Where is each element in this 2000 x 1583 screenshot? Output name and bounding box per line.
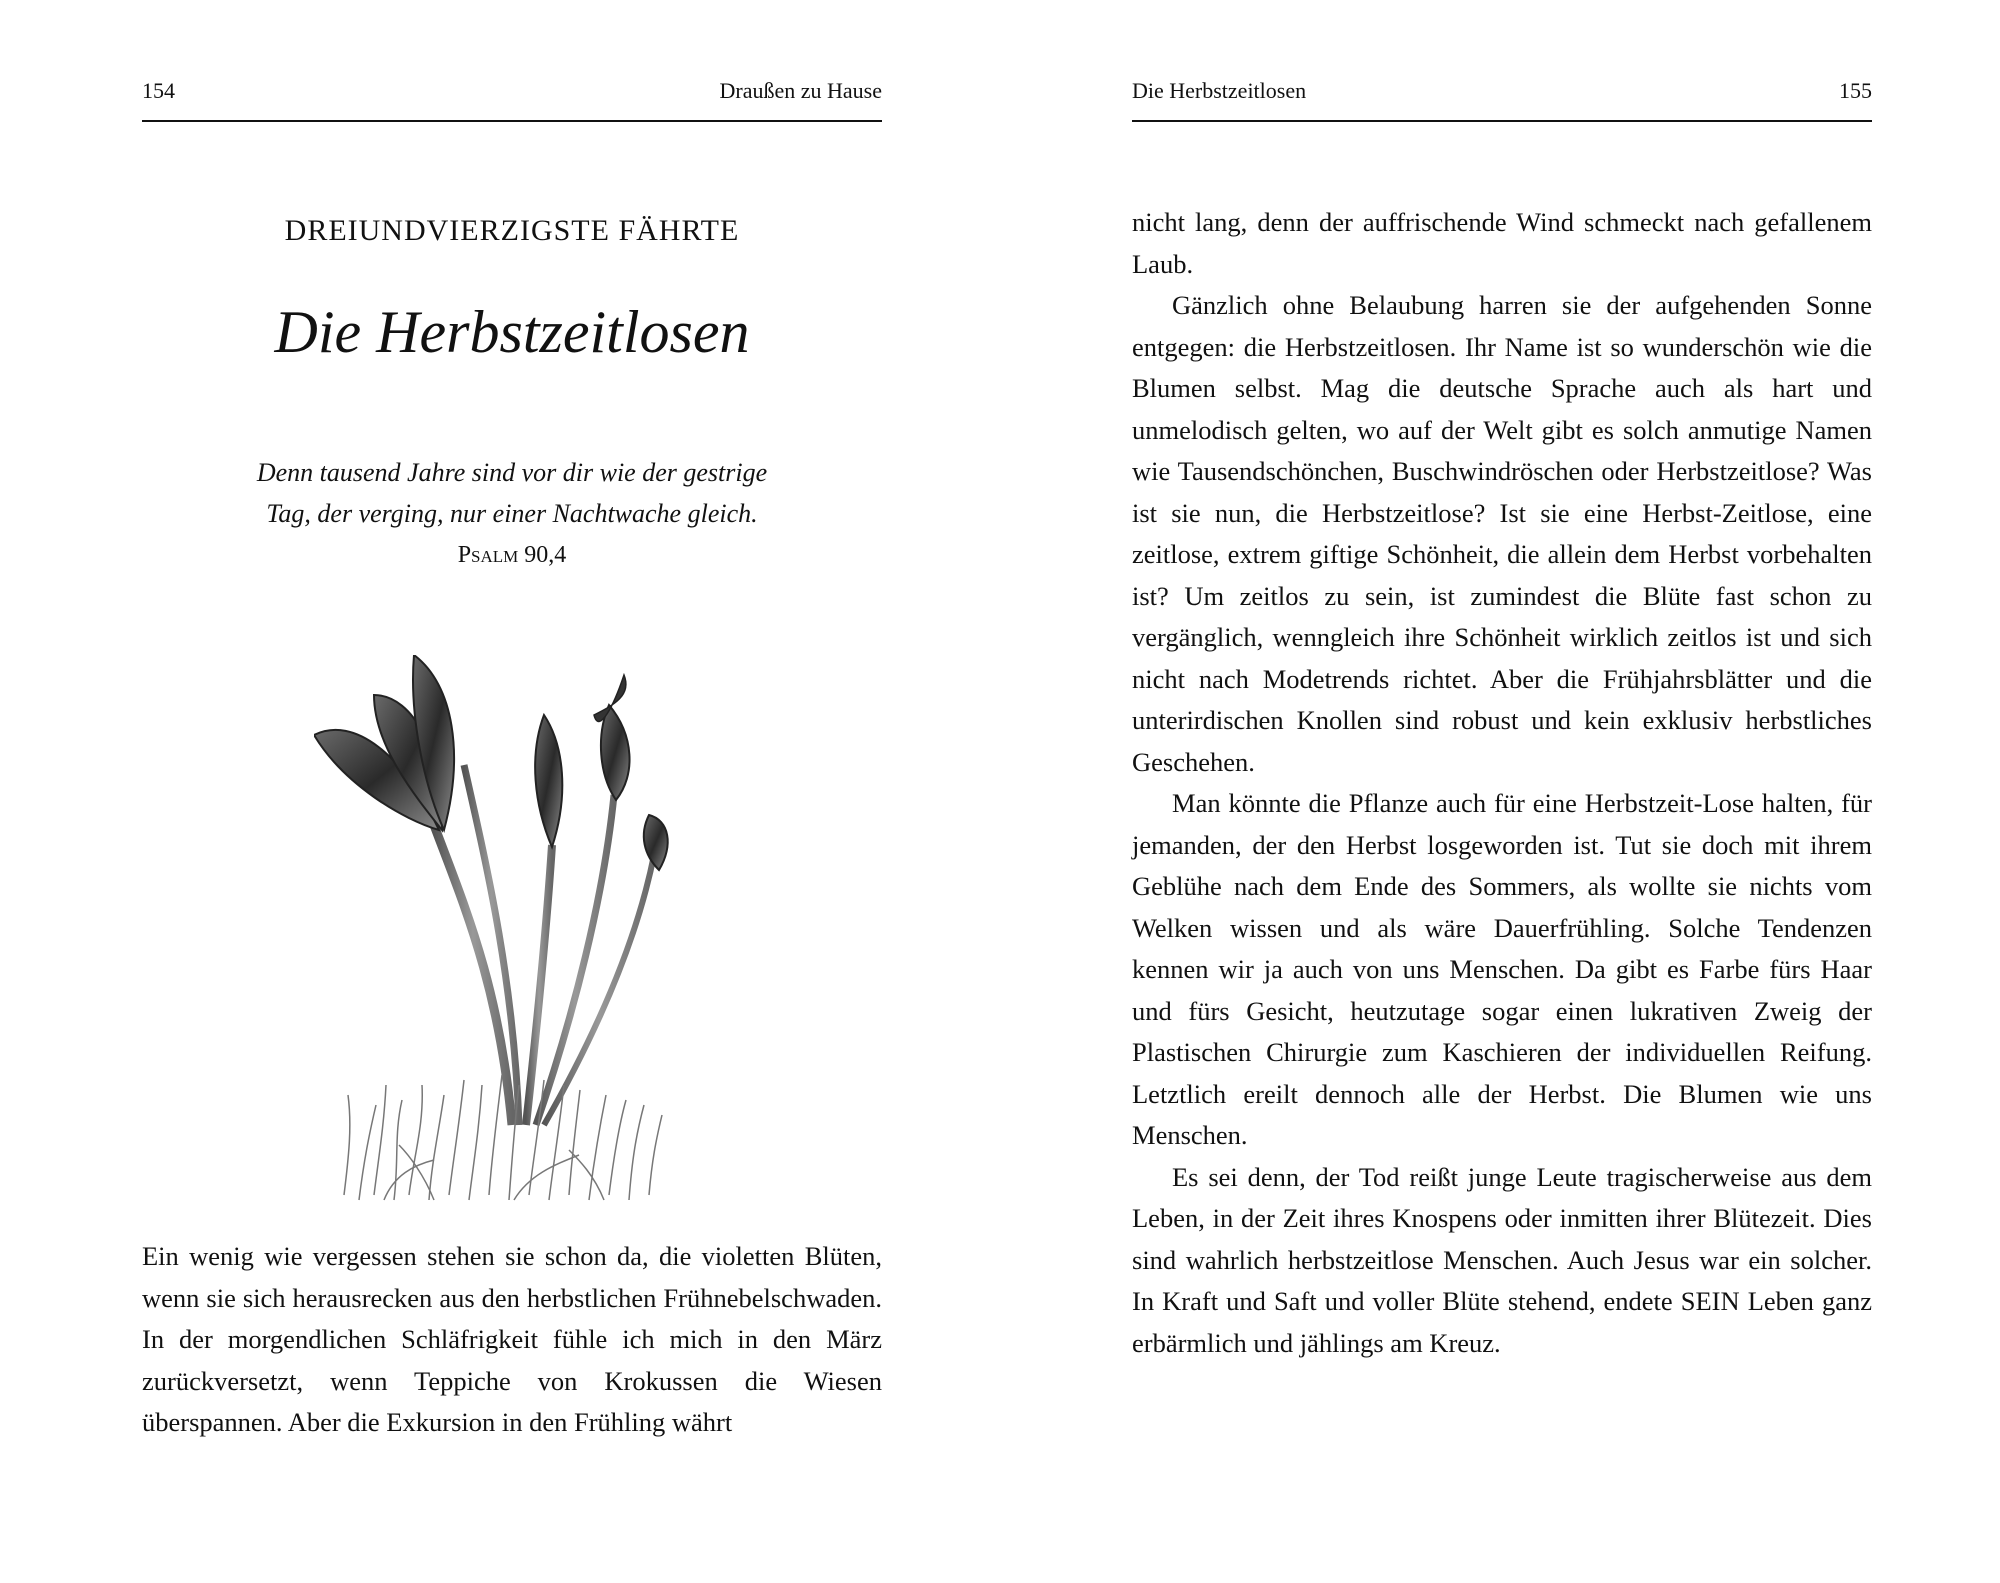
right-paragraph-3: Man könnte die Pflanze auch für eine Herbstzeit-Lose halten, für jemanden, der den Herbst losgeworden ist. Tut sie doch mit ihrem Geblühe nach dem Ende des Sommers, als wollte sie nichts vom Welken wissen und als wäre Dauerfrühling. Solche Tendenzen kennen wir ja auch von uns Menschen. Da gibt es Farbe fürs Haar und fürs Gesicht, heutzutage sogar einen lukrativen Zweig der Plastischen Chirurgie zum Kaschieren der individuellen Reifung. Letztlich ereilt dennoch alle der Herbst. Die Blumen wie uns Menschen.: [1132, 788, 1872, 1150]
left-running-head: [142, 76, 882, 122]
right-paragraph-1: nicht lang, denn der auffrischende Wind schmeckt nach gefallenem Laub.: [1132, 207, 1872, 279]
right-paragraph-4: Es sei denn, der Tod reißt junge Leute tragischerweise aus dem Leben, in der Zeit ihres Knospens oder inmitten ihrer Blütezeit. Dies sind wahrlich herbstzeitlose Menschen. Auch Jesus war ein solcher. In Kraft und Saft und voller Blüte stehend, endete SEIN Leben ganz erbärmlich und jählings am Kreuz.: [1132, 1161, 1872, 1358]
right-running-head: [1132, 76, 1872, 122]
left-running-title: Draußen zu Hause: [719, 78, 882, 103]
autumn-crocus-drawing-icon: [314, 655, 694, 1215]
right-page-number: 155: [1839, 78, 1872, 103]
epigraph-line-2: Tag, der verging, nur einer Nachtwache gleich.: [266, 499, 758, 528]
left-page: [142, 0, 882, 1583]
right-paragraph-2: Gänzlich ohne Belaubung harren sie der aufgehenden Sonne entgegen: die Herbstzeitlosen. Ihr Name ist so wunderschön wie die Blumen selbst. Mag die deutsche Sprache auch als hart und unmelodisch gelten, wo auf der Welt gibt es solch anmutige Namen wie Tausendschönchen, Buschwindröschen oder Herbstzeitlose? Was ist sie nun, die Herbstzeitlose? Ist sie eine Herbst-Zeitlose, eine zeitlose, extrem giftige Schönheit, die allein dem Herbst vorbehalten ist? Um zeitlos zu sein, ist zumindest die Blüte fast schon zu vergänglich, wenngleich ihre Schönheit wirklich zeitlos ist und sich nicht nach Modetrends richtet. Aber die Frühjahrsblätter und die unterirdischen Knollen sind robust und kein exklusiv herbstliches Geschehen.: [1132, 290, 1872, 777]
right-page: [1132, 0, 1872, 1583]
chapter-label: DREIUNDVIERZIGSTE FÄHRTE: [284, 214, 740, 247]
epigraph: [142, 452, 882, 534]
left-page-number: 154: [142, 78, 175, 103]
left-paragraph-1: Ein wenig wie vergessen stehen sie schon da, die violetten Blüten, wenn sie sich herausrecken aus den herbstlichen Frühnebelschwaden. In der morgendlichen Schläfrigkeit fühle ich mich in den März zurückversetzt, wenn Teppiche von Krokussen die Wiesen überspannen. Aber die Exkursion in den Frühling währt: [142, 1241, 882, 1437]
right-body-text: [1132, 202, 1872, 1364]
epigraph-source: Psalm 90,4: [457, 542, 567, 568]
chapter-title: Die Herbstzeitlosen: [274, 299, 750, 365]
left-body-text: [142, 1236, 882, 1444]
epigraph-line-1: Denn tausend Jahre sind vor dir wie der gestrige: [256, 458, 768, 487]
right-running-title: Die Herbstzeitlosen: [1132, 78, 1307, 103]
